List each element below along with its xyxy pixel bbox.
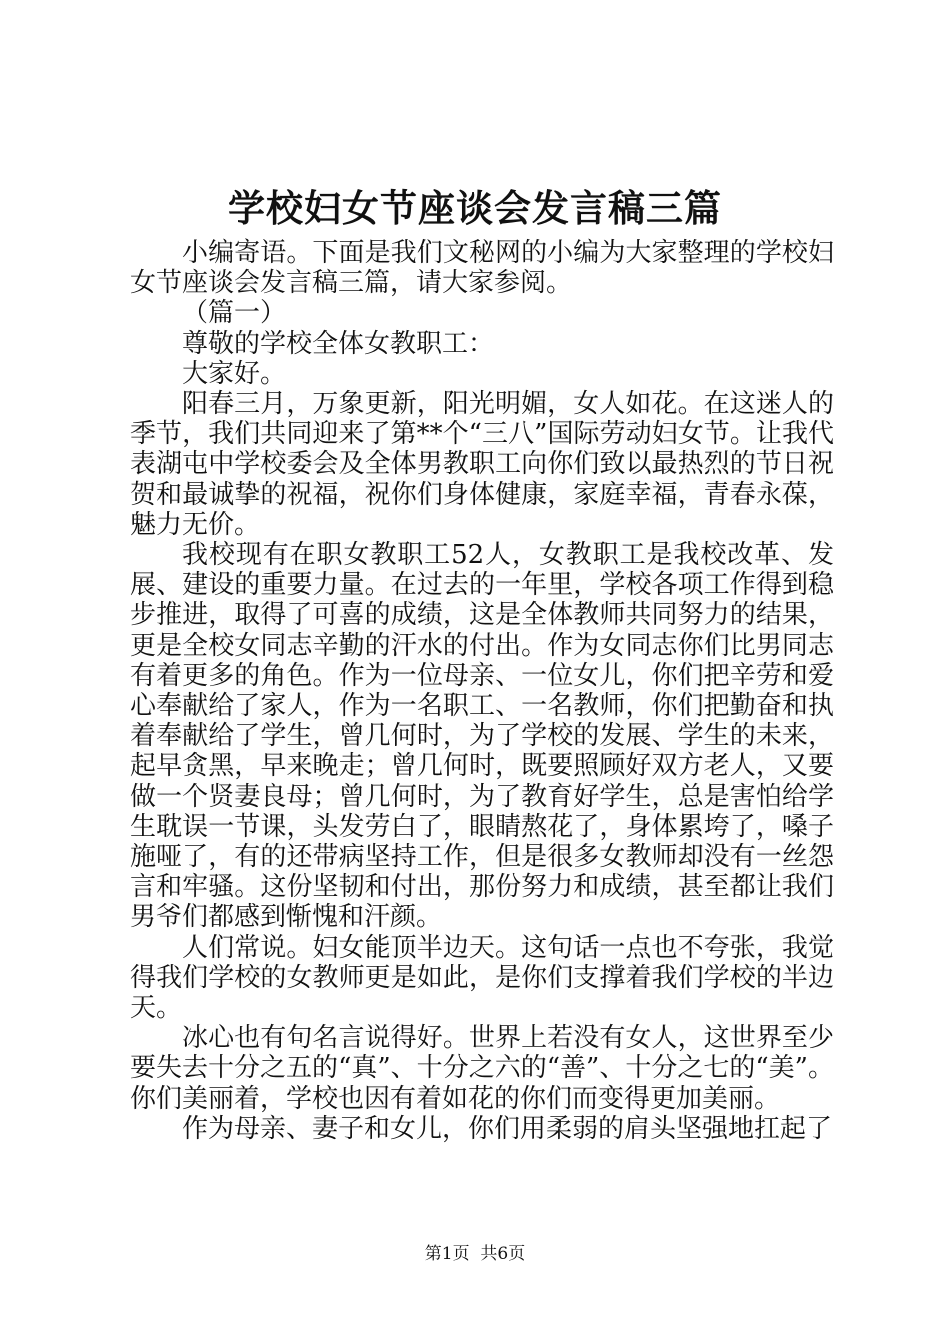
paragraph-salutation: 尊敬的学校全体女教职工： (182, 328, 495, 359)
paragraph-bingxin-quote: 冰心也有句名言说得好。世界上若没有女人，这世界至少要失去十分之五的“真”、十分之六的“善”、十分之七的“美”。你们美丽着，学校也因有着如花的你们而变得更加美丽。 (130, 1023, 834, 1114)
document-body (130, 238, 834, 1144)
page-footer (0, 1242, 950, 1266)
paragraph-festival-wishes: 阳春三月，万象更新，阳光明媚，女人如花。在这迷人的季节，我们共同迎来了第**个“三八”国际劳动妇女节。让我代表湖屯中学校委会及全体男教职工向你们致以最热烈的节日祝贺和最诚挚的祝福，祝你们身体健康，家庭幸福，青春永葆，魅力无价。 (130, 389, 834, 540)
paragraph-roles: 作为母亲、妻子和女儿，你们用柔弱的肩头坚强地扛起了 (182, 1113, 833, 1144)
document-title: 学校妇女节座谈会发言稿三篇 (228, 186, 722, 230)
paragraph-greeting: 大家好。 (182, 358, 287, 389)
paragraph-female-staff: 我校现有在职女教职工52人，女教职工是我校改革、发展、建设的重要力量。在过去的一年里，学校各项工作得到稳步推进，取得了可喜的成绩，这是全体教师共同努力的结果，更是全校女同志辛勤的汗水的付出。作为女同志你们比男同志有着更多的角色。作为一位母亲、一位女儿，你们把辛劳和爱心奉献给了家人，作为一名职工、一名教师，你们把勤奋和执着奉献给了学生，曾几何时，为了学校的发展、学生的未来，起早贪黑，早来晚走；曾几何时，既要照顾好双方老人，又要做一个贤妻良母；曾几何时，为了教育好学生，总是害怕给学生耽误一节课，头发劳白了，眼睛熬花了，身体累垮了，嗓子施哑了，有的还带病坚持工作，但是很多女教师却没有一丝怨言和牢骚。这份坚韧和付出，那份努力和成绩，甚至都让我们男爷们都感到惭愧和汗颜。 (130, 540, 834, 933)
page-number: 第1页 共6页 (424, 1244, 526, 1264)
paragraph-section-heading: （篇一） (182, 298, 287, 329)
paragraph-intro: 小编寄语。下面是我们文秘网的小编为大家整理的学校妇女节座谈会发言稿三篇，请大家参阅。 (130, 238, 834, 299)
paragraph-half-the-sky: 人们常说。妇女能顶半边天。这句话一点也不夸张，我觉得我们学校的女教师更是如此，是你们支撑着我们学校的半边天。 (130, 932, 834, 1024)
